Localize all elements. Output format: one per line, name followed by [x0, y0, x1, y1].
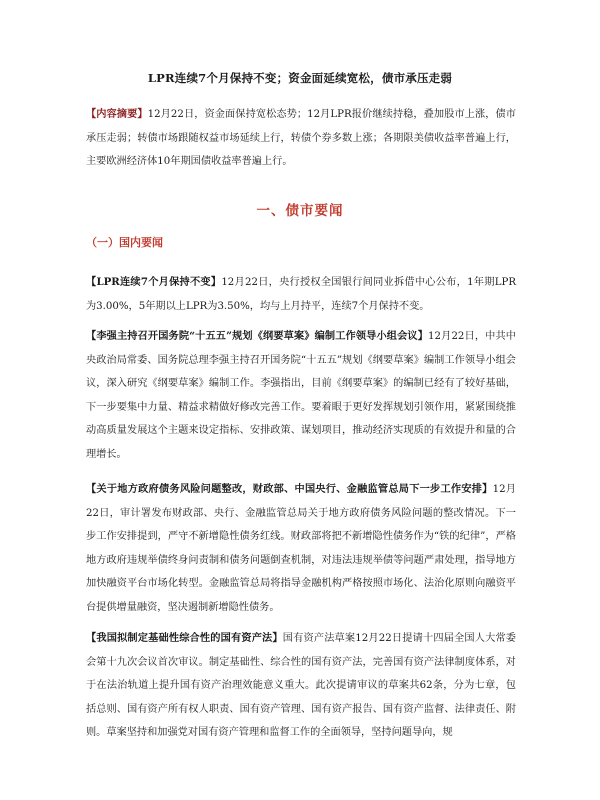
news-item: [86, 325, 516, 466]
news-lead: 【我国拟制定基础性综合性的国有资产法】: [86, 632, 283, 644]
news-body: 12月22日，中共中央政治局常委、国务院总理李强主持召开国务院“十五五”规划《纲要草案》编制工作领导小组会议，深入研究《纲要草案》编制工作。李强指出，目前《纲要草案》的编制已经有了较好基础，下一步要集中力量、精益求精做好修改完善工作。要着眼于更好发挥规划引领作用，紧紧围绕推动高质量发展这个主题来设定指标、安排政策、谋划项目，推动经济实现质的有效提升和量的合理增长。: [86, 331, 516, 460]
news-body: 12月22日，央行授权全国银行间同业拆借中心公布，1年期LPR为3.00%，5年期以上LPR为3.50%，均与上月持平，连续7个月保持不变。: [86, 277, 516, 312]
news-item: [86, 478, 516, 619]
news-lead: 【李强主持召开国务院“十五五”规划《纲要草案》编制工作领导小组会议】: [86, 330, 429, 342]
abstract-body: 12月22日，资金面保持宽松态势；12月LPR报价继续持稳，叠加股市上涨，债市承压走弱；转债市场跟随权益市场延续上行，转债个券多数上涨；各期限美债收益率普遍上行，主要欧洲经济体10年期国债收益率普遍上行。: [86, 109, 516, 167]
abstract-paragraph: [86, 103, 516, 174]
news-item: [86, 271, 516, 318]
news-lead: 【关于地方政府债务风险问题整改，财政部、中国央行、金融监管总局下一步工作安排】: [86, 483, 493, 495]
news-lead: 【LPR连续7个月保持不变】: [86, 276, 222, 288]
news-body: 国有资产法草案12月22日提请十四届全国人大常委会第十九次会议首次审议。制定基础性、综合性的国有资产法，完善国有资产法律制度体系，对于在法治轨道上提升国有资产治理效能意义重大。此次提请审议的草案共62条，分为七章，包括总则、国有资产所有权人职责、国有资产管理、国有资产报告、国有资产监督、法律责任、附则。草案坚持和加强党对国有资产管理和监督工作的全面领导，坚持问题导向，规: [86, 633, 516, 738]
subsection-title: （一）国内要闻: [86, 236, 163, 249]
news-item: [86, 627, 516, 745]
news-body: 12月22日，审计署发布财政部、央行、金融监管总局关于地方政府债务风险问题的整改情况。下一步工作安排提到，严守不新增隐性债务红线。财政部将把不新增隐性债务作为“铁的纪律”，严格地方政府违规举债终身问责制和债务问题倒查机制，对违法违规举债等问题严肃处理，指导地方加快融资平台市场化转型。金融监管总局将指导金融机构严格按照市场化、法治化原则向融资平台提供增量融资，坚决遏制新增隐性债务。: [86, 484, 516, 613]
report-title: LPR连续7个月保持不变；资金面延续宽松，债市承压走弱: [147, 71, 453, 85]
section-title: 一、债市要闻: [256, 203, 344, 219]
abstract-lead: 【内容摘要】: [86, 108, 148, 120]
